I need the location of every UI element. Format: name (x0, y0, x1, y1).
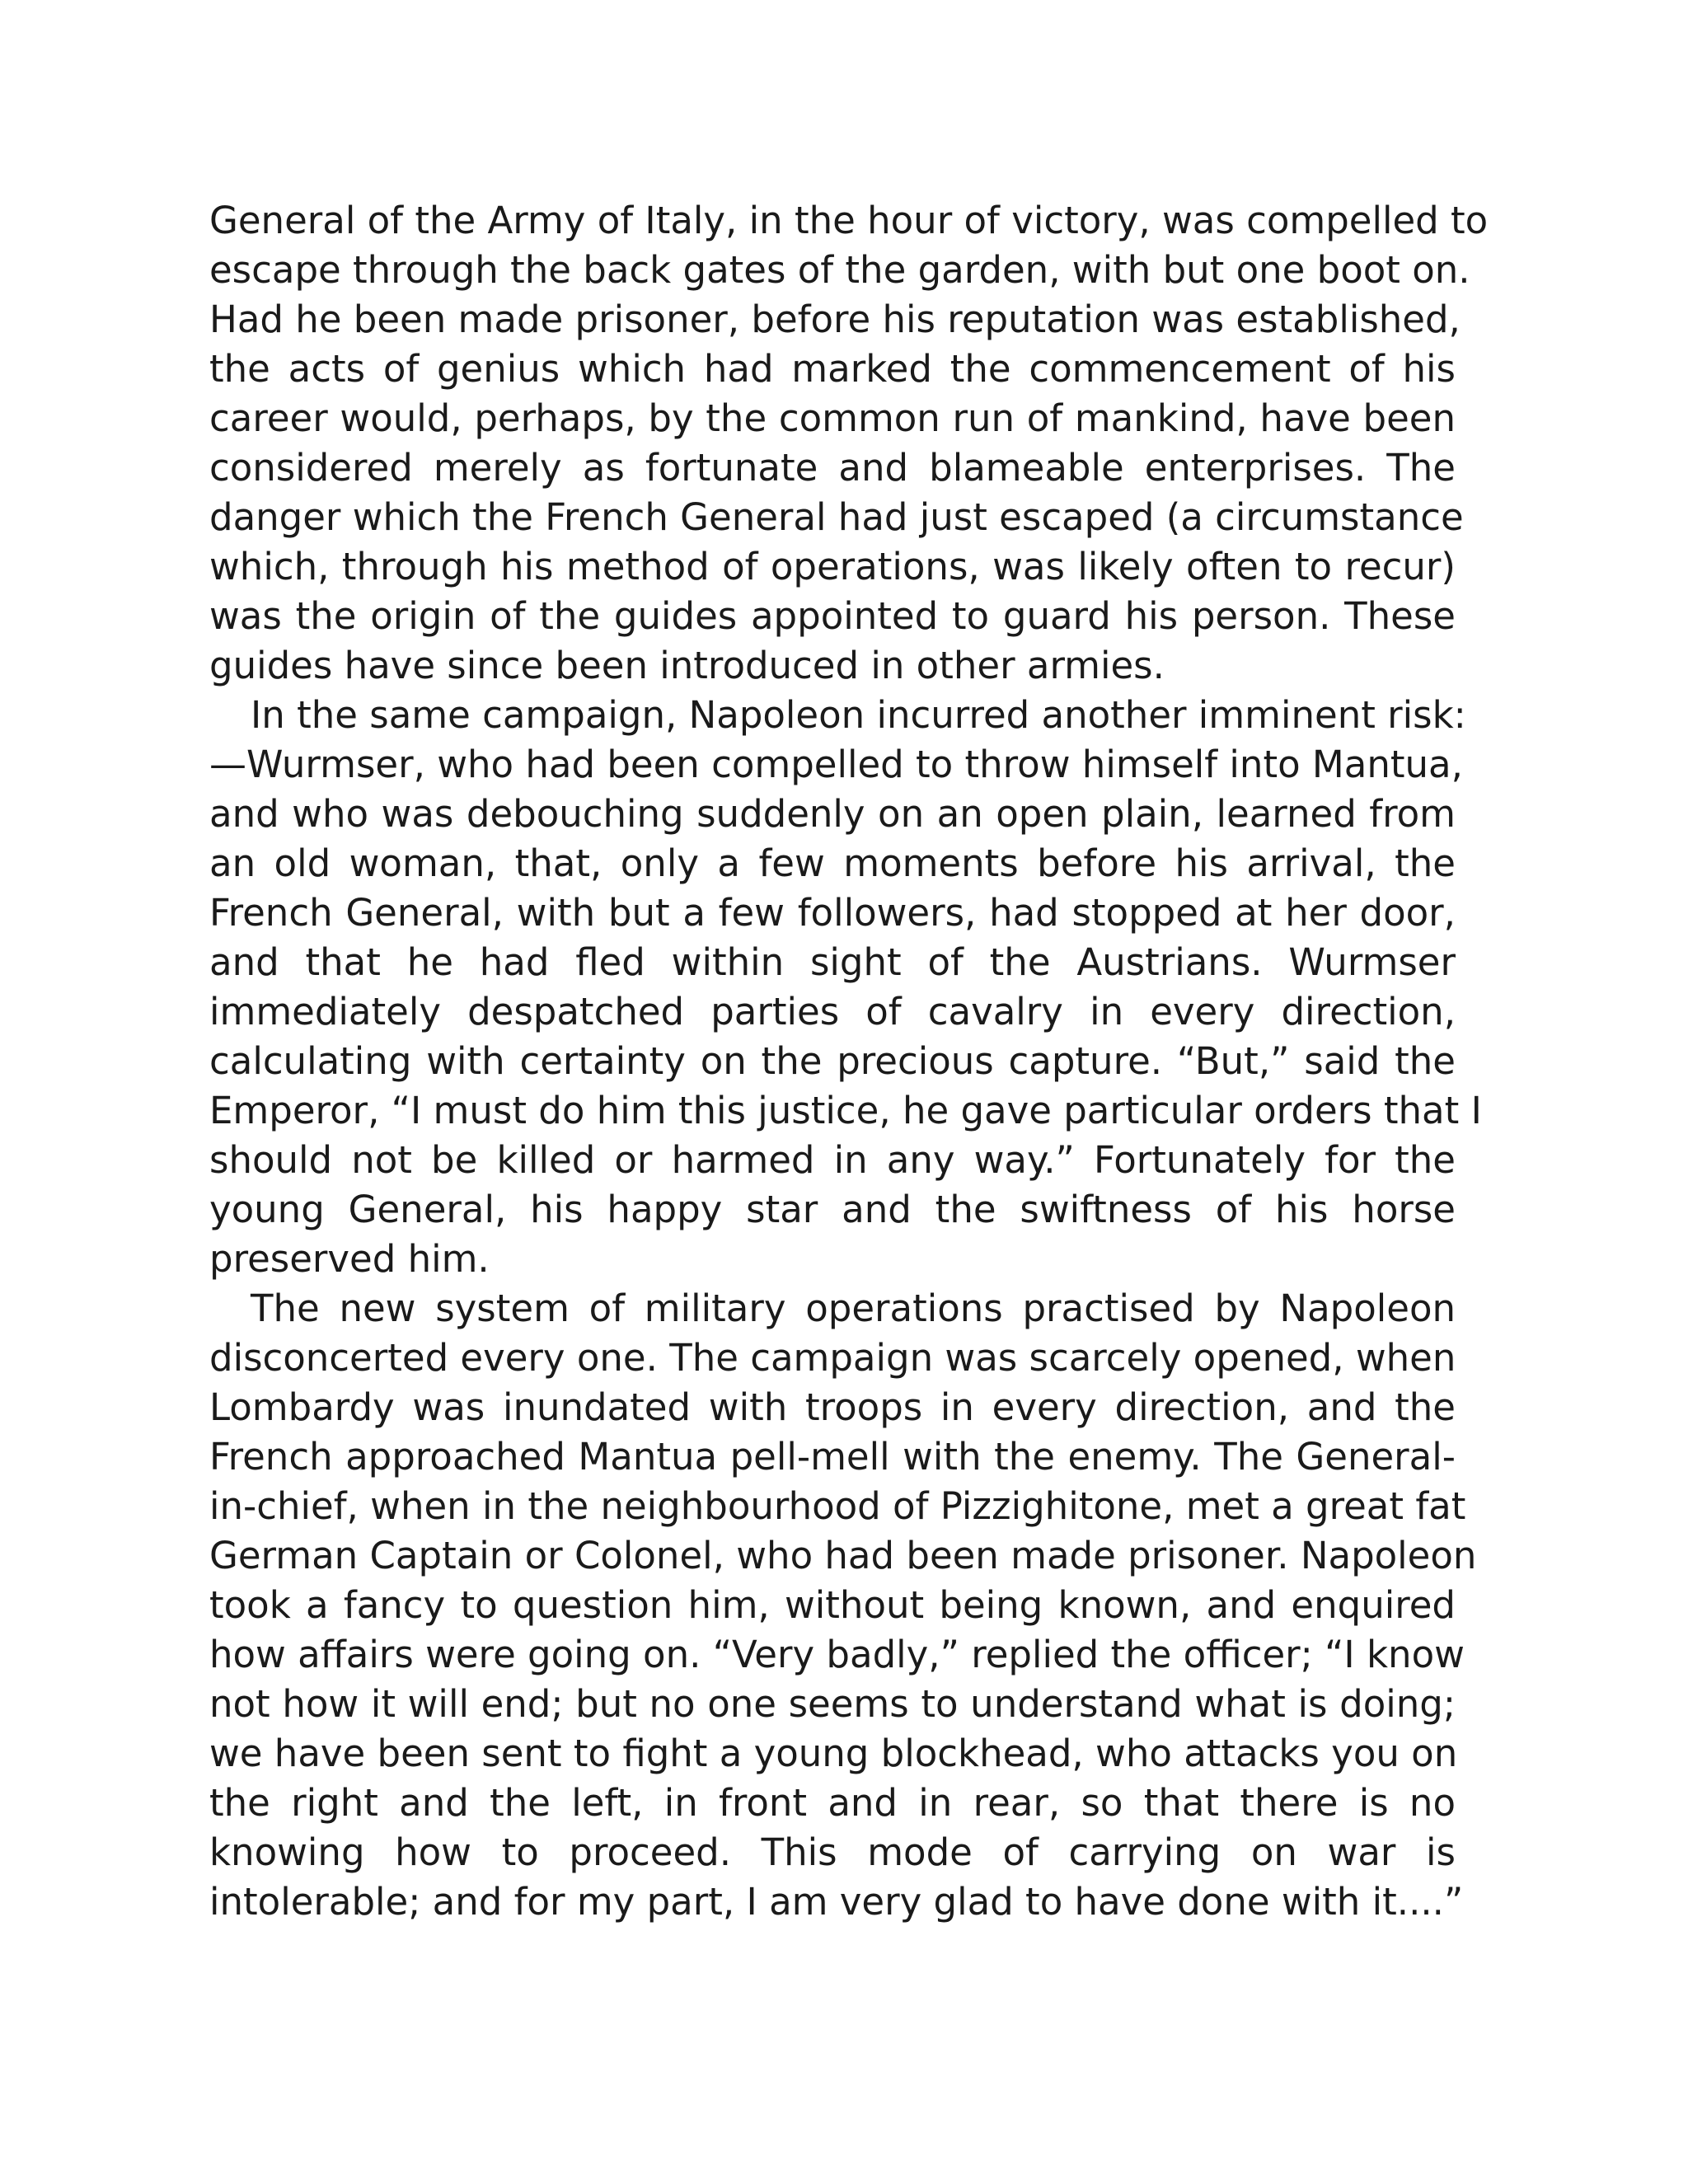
text-line: career would, perhaps, by the common run of mankind, have been (209, 396, 1456, 440)
text-line: and who was debouching suddenly on an open plain, learned from (209, 792, 1456, 836)
text-line: which, through his method of operations, was likely often to recur) (209, 545, 1456, 588)
text-line: —Wurmser, who had been compelled to throw himself into Mantua, (209, 743, 1463, 786)
text-line: German Captain or Colonel, who had been made prisoner. Napoleon (209, 1534, 1477, 1577)
text-line: guides have since been introduced in other armies. (209, 644, 1165, 687)
text-line: not how it will end; but no one seems to understand what is doing; (209, 1682, 1456, 1726)
paragraph (209, 691, 1482, 1284)
text-line: French approached Mantua pell-mell with the enemy. The General- (209, 1435, 1456, 1479)
text-line: preserved him. (209, 1237, 490, 1281)
paragraph (209, 196, 1489, 691)
body-text (209, 196, 1489, 1927)
text-line: young General, his happy star and the swiftness of his horse (209, 1188, 1456, 1231)
text-line: General of the Army of Italy, in the hour of victory, was compelled to (209, 199, 1489, 242)
text-line: intolerable; and for my part, I am very glad to have done with it....” (209, 1880, 1464, 1924)
text-line: Had he been made prisoner, before his reputation was established, (209, 298, 1461, 341)
text-line: In the same campaign, Napoleon incurred another imminent risk: (251, 693, 1466, 737)
text-line: we have been sent to fight a young blockhead, who attacks you on (209, 1732, 1458, 1775)
text-line: and that he had fled within sight of the Austrians. Wurmser (209, 940, 1456, 984)
text-line: how affairs were going on. “Very badly,” replied the officer; “I know (209, 1633, 1465, 1676)
text-line: the acts of genius which had marked the commencement of his (209, 347, 1456, 391)
text-line: immediately despatched parties of cavalry in every direction, (209, 990, 1456, 1033)
text-line: took a fancy to question him, without being known, and enquired (209, 1583, 1456, 1627)
text-line: the right and the left, in front and in rear, so that there is no (209, 1781, 1456, 1825)
text-line: an old woman, that, only a few moments before his arrival, the (209, 841, 1456, 885)
paragraph (209, 1284, 1477, 1927)
text-line: The new system of military operations practised by Napoleon (251, 1286, 1456, 1330)
text-line: escape through the back gates of the garden, with but one boot on. (209, 248, 1470, 292)
text-line: was the origin of the guides appointed to guard his person. These (209, 594, 1456, 638)
text-line: should not be killed or harmed in any way.” Fortunately for the (209, 1138, 1456, 1182)
text-line: Lombardy was inundated with troops in every direction, and the (209, 1385, 1456, 1429)
text-line: in-chief, when in the neighbourhood of Pizzighitone, met a great fat (209, 1484, 1466, 1528)
text-line: Emperor, “I must do him this justice, he gave particular orders that I (209, 1089, 1482, 1132)
text-line: knowing how to proceed. This mode of carrying on war is (209, 1830, 1456, 1874)
text-line: considered merely as fortunate and blameable enterprises. The (209, 446, 1456, 490)
text-line: calculating with certainty on the precious capture. “But,” said the (209, 1039, 1456, 1083)
text-line: danger which the French General had just escaped (a circumstance (209, 495, 1464, 539)
text-line: French General, with but a few followers, had stopped at her door, (209, 891, 1456, 935)
text-line: disconcerted every one. The campaign was scarcely opened, when (209, 1336, 1456, 1380)
